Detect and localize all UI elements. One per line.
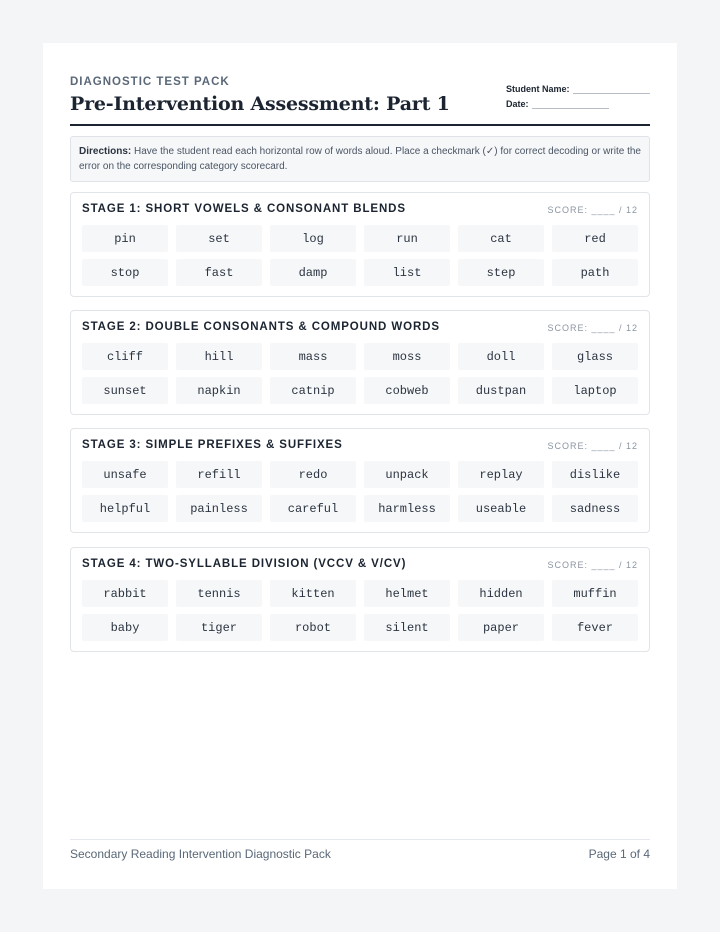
word-cell: muffin [552, 580, 638, 607]
stage-card [70, 192, 650, 297]
word-cell: dustpan [458, 377, 544, 404]
word-cell: harmless [364, 495, 450, 522]
directions-text: Have the student read each horizontal row of words aloud. Place a checkmark (✓) for correct decoding or write the error on the corresponding category scorecard. [79, 146, 641, 172]
directions-box [70, 136, 650, 182]
page-title: Pre-Intervention Assessment: Part 1 [70, 93, 450, 115]
footer-divider [70, 839, 650, 840]
word-cell: catnip [270, 377, 356, 404]
student-name-label: Student Name: [506, 84, 570, 94]
stage-card [70, 428, 650, 533]
footer-title: Secondary Reading Intervention Diagnostic Pack [70, 847, 331, 861]
word-cell: step [458, 259, 544, 286]
word-cell: stop [82, 259, 168, 286]
word-cell: fast [176, 259, 262, 286]
word-cell: baby [82, 614, 168, 641]
stage-title: STAGE 3: SIMPLE PREFIXES & SUFFIXES [82, 439, 343, 451]
word-cell: run [364, 225, 450, 252]
word-cell: red [552, 225, 638, 252]
word-cell: sunset [82, 377, 168, 404]
directions-label: Directions: [79, 146, 132, 157]
word-cell: painless [176, 495, 262, 522]
word-cell: set [176, 225, 262, 252]
word-cell: rabbit [82, 580, 168, 607]
word-grid [82, 580, 638, 641]
word-cell: log [270, 225, 356, 252]
word-cell: laptop [552, 377, 638, 404]
page-number: Page 1 of 4 [588, 847, 650, 861]
word-cell: list [364, 259, 450, 286]
word-cell: hidden [458, 580, 544, 607]
word-cell: redo [270, 461, 356, 488]
stage-card [70, 310, 650, 415]
stage-title: STAGE 1: SHORT VOWELS & CONSONANT BLENDS [82, 203, 406, 215]
word-cell: moss [364, 343, 450, 370]
student-name-field[interactable] [506, 79, 650, 94]
word-cell: useable [458, 495, 544, 522]
word-cell: sadness [552, 495, 638, 522]
word-cell: unpack [364, 461, 450, 488]
word-cell: cliff [82, 343, 168, 370]
word-cell: robot [270, 614, 356, 641]
word-cell: paper [458, 614, 544, 641]
date-line [532, 100, 609, 109]
stage-score[interactable]: SCORE: ____ / 12 [547, 560, 638, 570]
stage-score[interactable]: SCORE: ____ / 12 [547, 323, 638, 333]
stage-score[interactable]: SCORE: ____ / 12 [547, 441, 638, 451]
word-cell: helmet [364, 580, 450, 607]
word-cell: napkin [176, 377, 262, 404]
stage-title: STAGE 2: DOUBLE CONSONANTS & COMPOUND WORDS [82, 321, 440, 333]
word-grid [82, 225, 638, 286]
word-cell: cobweb [364, 377, 450, 404]
header [70, 75, 650, 125]
student-info [506, 79, 650, 109]
worksheet-page [43, 43, 677, 889]
student-name-line [573, 85, 650, 94]
word-cell: refill [176, 461, 262, 488]
word-cell: silent [364, 614, 450, 641]
word-cell: doll [458, 343, 544, 370]
word-cell: dislike [552, 461, 638, 488]
word-cell: tennis [176, 580, 262, 607]
stage-title: STAGE 4: TWO-SYLLABLE DIVISION (VCCV & V/CV) [82, 558, 407, 570]
stage-score[interactable]: SCORE: ____ / 12 [547, 205, 638, 215]
word-cell: replay [458, 461, 544, 488]
word-cell: cat [458, 225, 544, 252]
word-cell: mass [270, 343, 356, 370]
word-cell: pin [82, 225, 168, 252]
word-cell: tiger [176, 614, 262, 641]
stage-card [70, 547, 650, 652]
word-grid [82, 461, 638, 522]
header-divider [70, 124, 650, 126]
date-label: Date: [506, 99, 529, 109]
document-eyebrow: DIAGNOSTIC TEST PACK [70, 76, 230, 88]
word-cell: glass [552, 343, 638, 370]
word-cell: helpful [82, 495, 168, 522]
word-cell: fever [552, 614, 638, 641]
word-cell: path [552, 259, 638, 286]
date-field[interactable] [506, 94, 650, 109]
word-cell: damp [270, 259, 356, 286]
word-cell: unsafe [82, 461, 168, 488]
word-cell: kitten [270, 580, 356, 607]
word-grid [82, 343, 638, 404]
word-cell: hill [176, 343, 262, 370]
word-cell: careful [270, 495, 356, 522]
